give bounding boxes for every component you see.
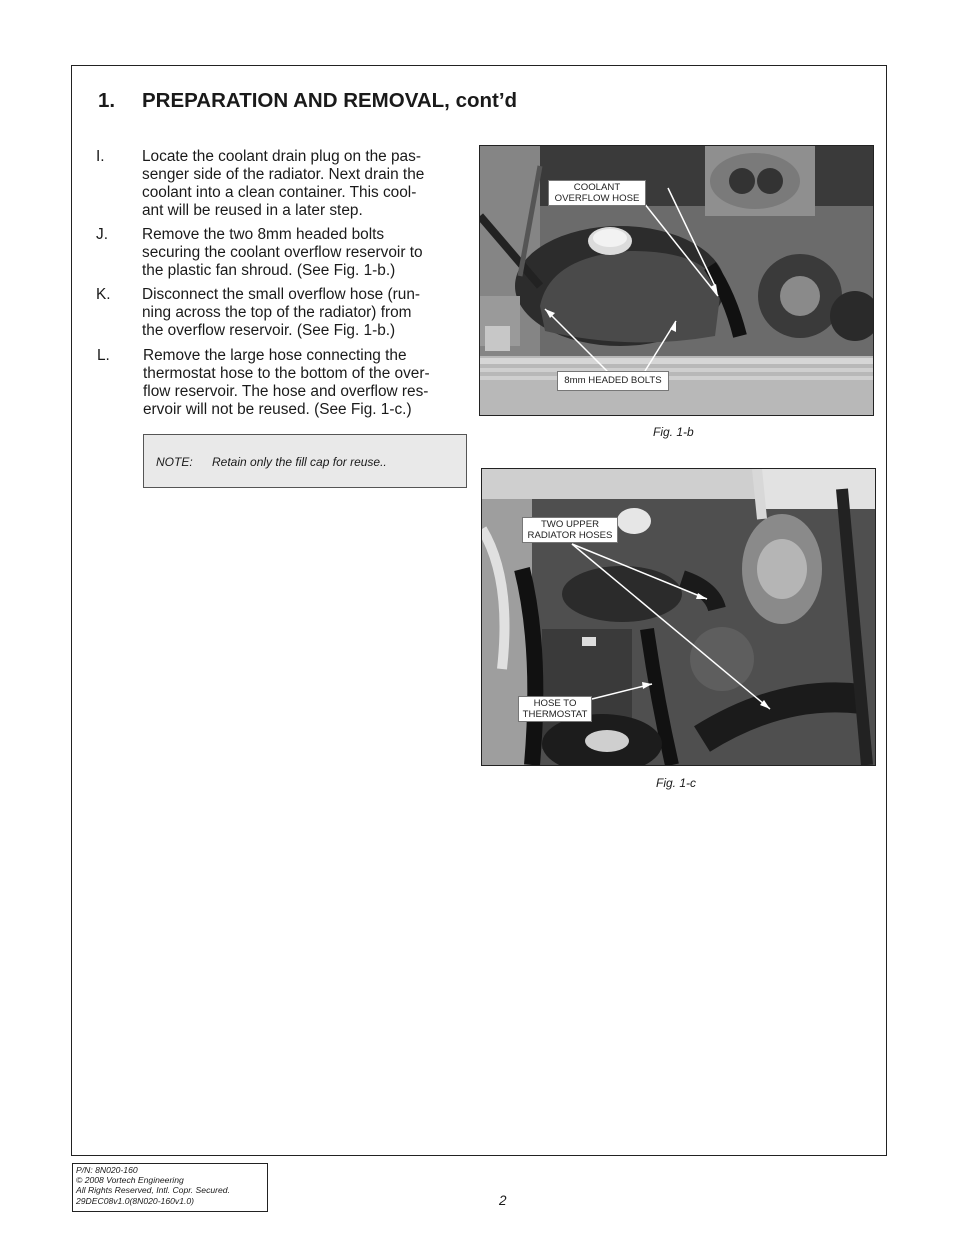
step-letter: I. [96,148,105,165]
step-text: Disconnect the small overflow hose (run- ning across the top of the radiator) from the overflow reservoir. (See Fig. 1-b.) [142,286,421,339]
step-i [96,148,468,220]
callout-8mm-headed-bolts: 8mm HEADED BOLTS [557,371,669,391]
section-heading [98,89,517,113]
footer-info-box [72,1163,268,1212]
note-box [143,434,467,488]
step-text: Remove the large hose connecting the thermostat hose to the bottom of the over- flow reservoir. The hose and overflow res- ervoir will not be reused. (See Fig. 1-c.) [143,347,430,418]
note-text: Retain only the fill cap for reuse.. [212,455,387,469]
copyright: © 2008 Vortech Engineering [76,1175,184,1186]
step-k [96,286,468,340]
step-text: Remove the two 8mm headed bolts securing the coolant overflow reservoir to the plastic fan shroud. (See Fig. 1-b.) [142,226,423,279]
step-text: Locate the coolant drain plug on the pas- senger side of the radiator. Next drain the coolant into a clean container. This cool- ant will be reused in a later step. [142,148,425,219]
step-letter: J. [96,226,108,243]
rights-statement: All Rights Reserved, Intl. Copr. Secured. [76,1185,230,1196]
revision: 29DEC08v1.0(8N020-160v1.0) [76,1195,194,1206]
callout-hose-to-thermostat: HOSE TO THERMOSTAT [518,696,592,722]
page-number: 2 [499,1193,507,1208]
note-label: NOTE: [156,455,193,469]
step-j [96,226,468,280]
figure-1c-caption: Fig. 1-c [656,776,697,790]
section-title: PREPARATION AND REMOVAL, cont’d [142,89,518,112]
callout-coolant-overflow-hose: COOLANT OVERFLOW HOSE [548,180,646,206]
callout-two-upper-radiator-hoses: TWO UPPER RADIATOR HOSES [522,517,618,543]
step-letter: K. [96,286,111,303]
figure-1b-photo [479,145,874,416]
section-number: 1. [98,89,116,112]
step-letter: L. [97,347,110,364]
callout-arrows-1b [480,146,873,415]
figure-1b-caption: Fig. 1-b [653,425,694,439]
part-number: P/N: 8N020-160 [76,1165,138,1175]
step-l [97,347,469,419]
